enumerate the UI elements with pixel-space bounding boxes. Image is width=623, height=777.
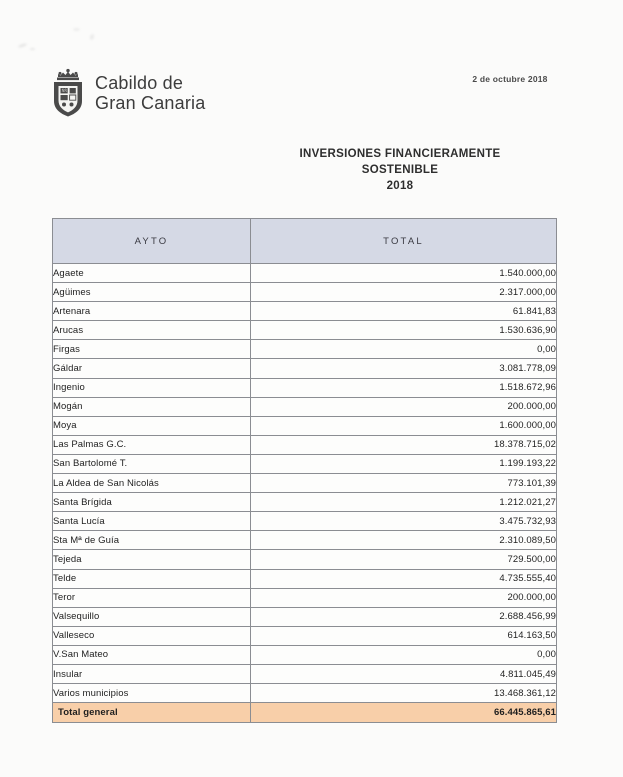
municipality-total: 614.163,50 — [251, 626, 557, 645]
total-value: 66.445.865,61 — [251, 703, 557, 723]
total-label: Total general — [53, 703, 251, 723]
scan-artifact — [89, 33, 95, 40]
municipality-total: 4.735.555,40 — [251, 569, 557, 588]
municipality-total: 200.000,00 — [251, 588, 557, 607]
title-line-1: INVERSIONES FINANCIERAMENTE — [299, 148, 501, 160]
table-row — [53, 512, 557, 531]
municipality-name: Moya — [53, 416, 251, 435]
organization-name — [95, 73, 205, 113]
title-line-2: SOSTENIBLE — [361, 164, 439, 176]
municipality-name: Ingenio — [53, 378, 251, 397]
table-row — [53, 378, 557, 397]
municipality-name: Artenara — [53, 302, 251, 321]
municipality-name: Telde — [53, 569, 251, 588]
municipality-total: 18.378.715,02 — [251, 435, 557, 454]
table-row — [53, 302, 557, 321]
coat-of-arms-icon — [50, 68, 86, 118]
table-row — [53, 474, 557, 493]
table-row — [53, 645, 557, 664]
table-row — [53, 550, 557, 569]
table-row — [53, 321, 557, 340]
organization-logo — [50, 68, 205, 118]
title-line-3: 2018 — [386, 180, 414, 192]
organization-line-1: Cabildo de — [95, 73, 184, 93]
document-date: 2 de octubre 2018 — [472, 74, 548, 84]
municipality-name: Tejeda — [53, 550, 251, 569]
scan-artifact — [30, 48, 35, 50]
table-row — [53, 607, 557, 626]
table-row — [53, 340, 557, 359]
scan-artifact — [18, 43, 27, 49]
municipality-name: Teror — [53, 588, 251, 607]
svg-text:ÑÑ: ÑÑ — [61, 89, 67, 94]
table-row — [53, 531, 557, 550]
table-row — [53, 588, 557, 607]
municipality-name: Arucas — [53, 321, 251, 340]
table-row — [53, 397, 557, 416]
table-row — [53, 454, 557, 473]
municipality-name: Firgas — [53, 340, 251, 359]
table-row — [53, 264, 557, 283]
municipality-total: 1.518.672,96 — [251, 378, 557, 397]
table-header-row — [53, 219, 557, 264]
municipality-total: 1.530.636,90 — [251, 321, 557, 340]
table-total-row — [53, 703, 557, 723]
municipality-total: 3.475.732,93 — [251, 512, 557, 531]
investments-table-container — [52, 218, 556, 723]
municipality-total: 3.081.778,09 — [251, 359, 557, 378]
municipality-name: Mogán — [53, 397, 251, 416]
municipality-name: Varios municipios — [53, 684, 251, 703]
column-header-ayto: AYTO — [53, 219, 251, 264]
municipality-total: 13.468.361,12 — [251, 684, 557, 703]
table-row — [53, 493, 557, 512]
municipality-name: San Bartolomé T. — [53, 454, 251, 473]
municipality-total: 0,00 — [251, 645, 557, 664]
municipality-total: 0,00 — [251, 340, 557, 359]
municipality-total: 1.600.000,00 — [251, 416, 557, 435]
table-row — [53, 684, 557, 703]
table-header — [53, 219, 557, 264]
municipality-total: 773.101,39 — [251, 474, 557, 493]
municipality-name: Sta Mª de Guía — [53, 531, 251, 550]
municipality-name: Las Palmas G.C. — [53, 435, 251, 454]
table-row — [53, 626, 557, 645]
column-header-total: TOTAL — [251, 219, 557, 264]
table-body — [53, 264, 557, 723]
municipality-total: 200.000,00 — [251, 397, 557, 416]
municipality-total: 2.688.456,99 — [251, 607, 557, 626]
table-row — [53, 283, 557, 302]
table-row — [53, 664, 557, 683]
municipality-name: Valleseco — [53, 626, 251, 645]
municipality-total: 2.317.000,00 — [251, 283, 557, 302]
municipality-name: Agüimes — [53, 283, 251, 302]
organization-line-2: Gran Canaria — [95, 93, 206, 113]
municipality-name: Insular — [53, 664, 251, 683]
municipality-name: Gáldar — [53, 359, 251, 378]
municipality-name: V.San Mateo — [53, 645, 251, 664]
municipality-total: 1.199.193,22 — [251, 454, 557, 473]
municipality-name: Santa Lucía — [53, 512, 251, 531]
investments-table — [52, 218, 557, 723]
municipality-name: La Aldea de San Nicolás — [53, 474, 251, 493]
municipality-name: Santa Brígida — [53, 493, 251, 512]
municipality-name: Valsequillo — [53, 607, 251, 626]
municipality-total: 1.212.021,27 — [251, 493, 557, 512]
municipality-name: Agaete — [53, 264, 251, 283]
table-row — [53, 359, 557, 378]
table-row — [53, 435, 557, 454]
municipality-total: 1.540.000,00 — [251, 264, 557, 283]
municipality-total: 61.841,83 — [251, 302, 557, 321]
table-row — [53, 569, 557, 588]
municipality-total: 2.310.089,50 — [251, 531, 557, 550]
municipality-total: 4.811.045,49 — [251, 664, 557, 683]
scan-artifact — [73, 28, 80, 31]
municipality-total: 729.500,00 — [251, 550, 557, 569]
table-row — [53, 416, 557, 435]
document-title — [180, 146, 620, 194]
